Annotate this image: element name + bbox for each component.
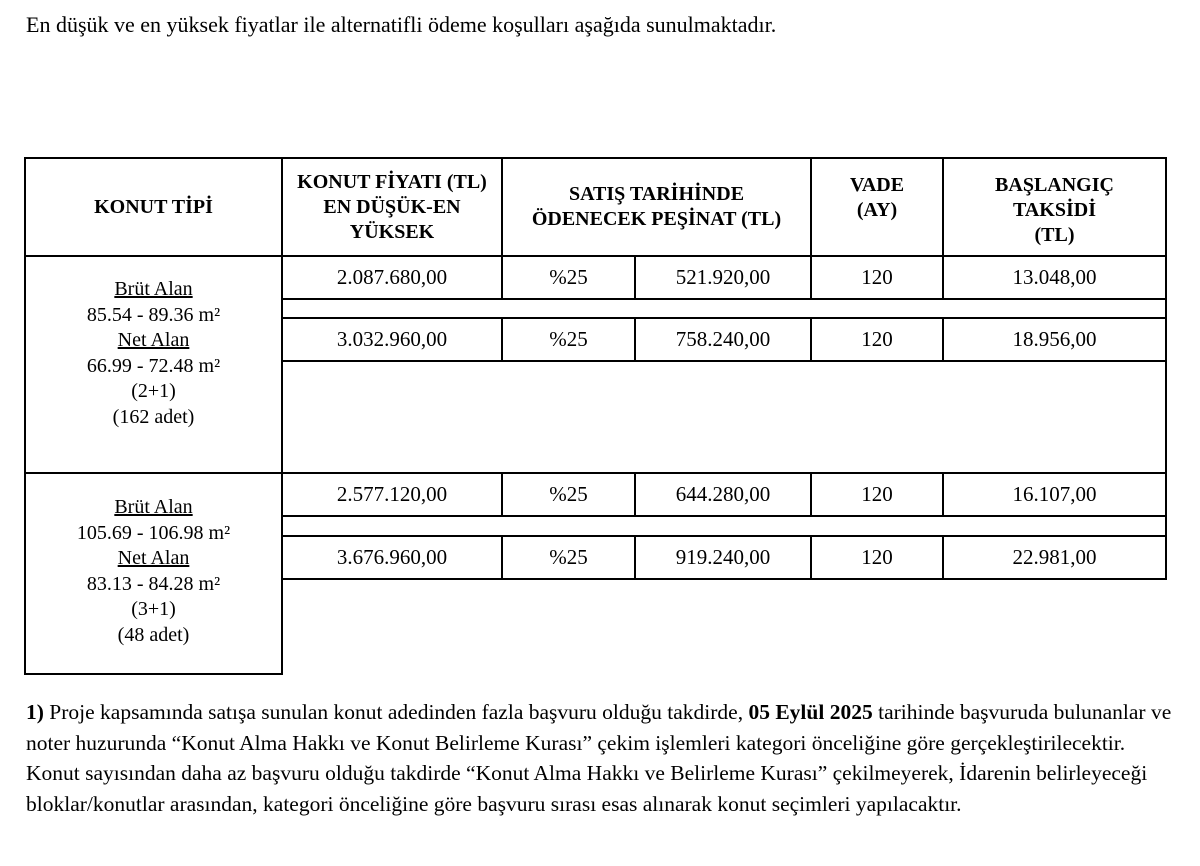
- installment-value: 13.048,00: [1012, 265, 1097, 289]
- empty-area: [281, 360, 1167, 474]
- header-price-line-2: EN DÜŞÜK-EN: [323, 195, 461, 218]
- net-alan-value: 66.99 - 72.48 m²: [86, 354, 221, 377]
- konut-tipi-cell-2plus1: [24, 255, 283, 474]
- footnote-text-2: tarihinde başvuruda bulunanlar ve noter huzurunda “Konut Alma Hakkı ve Konut Belirleme Kurası” çekim işlemleri kategori önceliğine göre gerçekleştirilecektir. Konut sayısından daha az başvuru olduğu takdirde “Konut Alma Hakkı ve Belirleme Kurası” çekilmeyerek, İdarenin belirleyeceği bloklar/konutlar arasından, kategori önceliğine göre başvuru sırası esas alınarak konut seçimleri yapılacaktır.: [26, 700, 1172, 816]
- row-spacer: [281, 515, 1167, 537]
- price-value: 2.087.680,00: [336, 265, 448, 289]
- down-amount-value: 521.920,00: [675, 265, 771, 289]
- down-percent-value: %25: [549, 327, 588, 351]
- price-value: 3.032.960,00: [336, 327, 448, 351]
- installment-cell: [942, 535, 1167, 580]
- down-amount-cell: [634, 472, 812, 517]
- price-cell: [281, 317, 503, 362]
- header-inst-line-1: BAŞLANGIÇ: [995, 174, 1114, 196]
- price-cell: [281, 255, 503, 300]
- down-percent-cell: [501, 255, 636, 300]
- header-down-line-1: SATIŞ TARİHİNDE: [568, 183, 745, 205]
- down-percent-cell: [501, 472, 636, 517]
- term-cell: [810, 317, 944, 362]
- down-percent-value: %25: [549, 545, 588, 569]
- brut-alan-label: Brüt Alan: [114, 496, 193, 518]
- header-term-line-1: VADE: [849, 174, 905, 196]
- header-konut-tipi-text: KONUT TİPİ: [94, 195, 213, 218]
- header-inst-line-3: (TL): [1034, 224, 1075, 246]
- header-down-line-2: ÖDENECEK PEŞİNAT (TL): [531, 208, 782, 230]
- net-alan-label: Net Alan: [117, 329, 190, 351]
- down-amount-value: 919.240,00: [675, 545, 771, 569]
- header-price-line-3: YÜKSEK: [349, 220, 435, 243]
- term-value: 120: [861, 265, 893, 289]
- installment-value: 22.981,00: [1012, 545, 1097, 569]
- header-term-line-2: (AY): [856, 199, 898, 221]
- net-alan-label: Net Alan: [117, 547, 190, 569]
- installment-cell: [942, 317, 1167, 362]
- term-value: 120: [861, 327, 893, 351]
- term-value: 120: [861, 545, 893, 569]
- down-percent-value: %25: [549, 265, 588, 289]
- installment-cell: [942, 255, 1167, 300]
- price-cell: [281, 535, 503, 580]
- installment-cell: [942, 472, 1167, 517]
- row-spacer: [281, 298, 1167, 319]
- footnote-number: 1): [26, 700, 44, 724]
- room-count: (2+1): [131, 380, 176, 402]
- down-amount-value: 644.280,00: [675, 482, 771, 506]
- konut-tipi-cell-3plus1: [24, 472, 283, 675]
- term-cell: [810, 535, 944, 580]
- intro-text: En düşük ve en yüksek fiyatlar ile alternatifli ödeme koşulları aşağıda sunulmaktadır.: [26, 12, 777, 37]
- brut-alan-value: 85.54 - 89.36 m²: [86, 303, 221, 326]
- room-count: (3+1): [131, 598, 176, 620]
- down-amount-value: 758.240,00: [675, 327, 771, 351]
- term-value: 120: [861, 482, 893, 506]
- footnote-paragraph: [26, 697, 1176, 819]
- price-value: 3.676.960,00: [336, 545, 448, 569]
- down-percent-value: %25: [549, 482, 588, 506]
- term-cell: [810, 472, 944, 517]
- down-percent-cell: [501, 317, 636, 362]
- header-price-line-1: KONUT FİYATI (TL): [297, 170, 487, 193]
- term-cell: [810, 255, 944, 300]
- down-amount-cell: [634, 317, 812, 362]
- installment-value: 16.107,00: [1012, 482, 1097, 506]
- brut-alan-value: 105.69 - 106.98 m²: [76, 521, 231, 544]
- price-value: 2.577.120,00: [336, 482, 448, 506]
- header-baslangic-taksidi: [942, 157, 1167, 257]
- unit-count: (162 adet): [112, 405, 195, 428]
- header-vade: [810, 157, 944, 257]
- down-amount-cell: [634, 535, 812, 580]
- brut-alan-label: Brüt Alan: [114, 278, 193, 300]
- down-amount-cell: [634, 255, 812, 300]
- unit-count: (48 adet): [117, 623, 190, 646]
- down-percent-cell: [501, 535, 636, 580]
- footnote-date: 05 Eylül 2025: [748, 700, 873, 724]
- header-pesinat: [501, 157, 812, 257]
- header-konut-fiyati: [281, 157, 503, 257]
- header-inst-line-2: TAKSİDİ: [1012, 199, 1096, 221]
- net-alan-value: 83.13 - 84.28 m²: [86, 572, 221, 595]
- installment-value: 18.956,00: [1012, 327, 1097, 351]
- price-cell: [281, 472, 503, 517]
- footnote-text-1: Proje kapsamında satışa sunulan konut adedinden fazla başvuru olduğu takdirde,: [43, 700, 749, 724]
- header-konut-tipi: [24, 157, 283, 257]
